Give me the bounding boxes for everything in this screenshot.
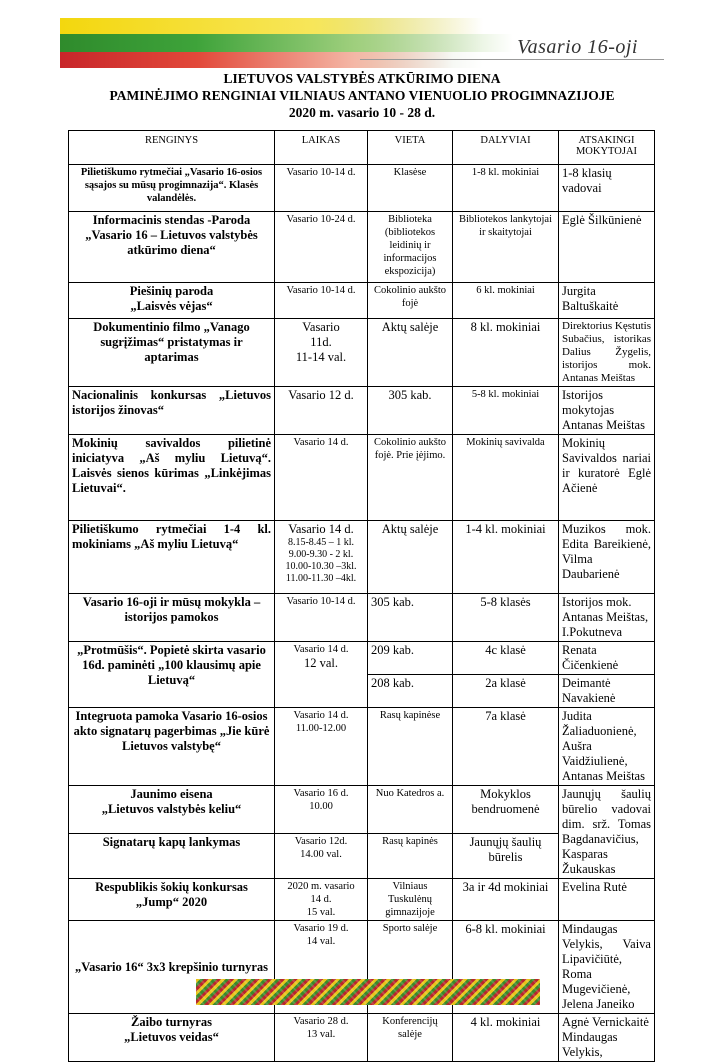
participants-cell: Jaunųjų šaulių būrelis: [453, 834, 559, 879]
teachers-cell: Istorijos mok. Antanas Meištas, I.Pokutneva: [559, 594, 655, 642]
header-atsakingi: ATSAKINGI MOKYTOJAI: [559, 131, 655, 165]
place-cell: 305 kab.: [368, 387, 453, 435]
time-cell: Vasario 11d. 11-14 val.: [275, 319, 368, 387]
event-cell: „Protmūšis“. Popietė skirta vasario 16d. paminėti „100 klausimų apie Lietuvą“: [69, 642, 275, 708]
place-cell: Nuo Katedros a.: [368, 786, 453, 834]
time-cell: Vasario 12d. 14.00 val.: [275, 834, 368, 879]
teachers-cell: Agnė Vernickaitė Mindaugas Velykis,: [559, 1014, 655, 1062]
table-row: [69, 786, 655, 834]
table-row: [69, 212, 655, 283]
place-cell: Rasų kapinės: [368, 834, 453, 879]
header-laikas: LAIKAS: [275, 131, 368, 165]
place-cell: 305 kab.: [368, 594, 453, 642]
time-detail: 8.15-8.45 – 1 kl. 9.00-9.30 - 2 kl. 10.00-10.30 –3kl. 11.00-11.30 –4kl.: [285, 537, 357, 584]
participants-cell: Mokyklos bendruomenė: [453, 786, 559, 834]
event-cell: Vasario 16-oji ir mūsų mokykla – istorijos pamokos: [69, 594, 275, 642]
time-main: Vasario 14 d.: [293, 644, 349, 655]
table-header-row: [69, 131, 655, 165]
time-cell: Vasario 10-14 d.: [275, 283, 368, 319]
event-cell: Informacinis stendas -Paroda „Vasario 16 – Lietuvos valstybės atkūrimo diena“: [69, 212, 275, 283]
participants-cell: 1-8 kl. mokiniai: [453, 165, 559, 212]
place-cell: Cokolinio aukšto fojė: [368, 283, 453, 319]
teachers-cell: Evelina Rutė: [559, 879, 655, 921]
header-vieta: VIETA: [368, 131, 453, 165]
document-subtitle: PAMINĖJIMO RENGINIAI VILNIAUS ANTANO VIENUOLIO PROGIMNAZIJOJE: [109, 88, 615, 103]
event-cell: Nacionalinis konkursas „Lietuvos istorijos žinovas“: [69, 387, 275, 435]
participants-cell: 2a klasė: [453, 675, 559, 708]
participants-cell: 6-8 kl. mokiniai: [453, 921, 559, 1014]
participants-cell: 5-8 klasės: [453, 594, 559, 642]
place-cell: Konferencijų salėje: [368, 1014, 453, 1062]
participants-cell: 8 kl. mokiniai: [453, 319, 559, 387]
header-renginys: RENGINYS: [69, 131, 275, 165]
teachers-cell: Mokinių Savivaldos nariai ir kuratorė Eglė Ačienė: [559, 435, 655, 521]
events-schedule-table: [68, 130, 655, 1062]
time-detail: 12 val.: [303, 656, 339, 670]
participants-cell: 4c klasė: [453, 642, 559, 675]
teachers-cell: 1-8 klasių vadovai: [559, 165, 655, 212]
table-row: [69, 283, 655, 319]
teachers-cell: Renata Čičenkienė: [559, 642, 655, 675]
teachers-cell: Mindaugas Velykis, Vaiva Lipavičiūtė, Roma Mugevičienė, Jelena Janeiko: [559, 921, 655, 1014]
table-row: [69, 594, 655, 642]
event-cell: Mokinių savivaldos pilietinė iniciatyva „Aš myliu Lietuvą“. Laisvės sienos kūrimas „Linkėjimas Lietuvai“.: [69, 435, 275, 521]
teachers-cell: Eglė Šilkūnienė: [559, 212, 655, 283]
time-main: Vasario 14 d.: [288, 522, 354, 536]
time-cell: Vasario 10-14 d.: [275, 165, 368, 212]
time-cell: Vasario 19 d. 14 val.: [275, 921, 368, 1014]
teachers-cell: Jurgita Baltuškaitė: [559, 283, 655, 319]
table-row: [69, 1014, 655, 1062]
teachers-cell: Judita Žaliaduonienė, Aušra Vaidžiulienė, Antanas Meištas: [559, 708, 655, 786]
participants-cell: 6 kl. mokiniai: [453, 283, 559, 319]
table-row: [69, 642, 655, 675]
place-cell: Biblioteka (bibliotekos leidinių ir informacijos ekspozicija): [368, 212, 453, 283]
teachers-cell: Istorijos mokytojas Antanas Meištas: [559, 387, 655, 435]
table-row: [69, 387, 655, 435]
place-cell: Klasėse: [368, 165, 453, 212]
participants-cell: 3a ir 4d mokiniai: [453, 879, 559, 921]
header-banner: [60, 18, 664, 68]
time-cell: [275, 521, 368, 594]
table-row: [69, 319, 655, 387]
document-date-range: 2020 m. vasario 10 - 28 d.: [288, 105, 436, 120]
participants-cell: Bibliotekos lankytojai ir skaitytojai: [453, 212, 559, 283]
event-cell: Signatarų kapų lankymas: [69, 834, 275, 879]
banner-divider: [360, 59, 664, 60]
time-cell: 2020 m. vasario 14 d. 15 val.: [275, 879, 368, 921]
participants-cell: 4 kl. mokiniai: [453, 1014, 559, 1062]
document-title: LIETUVOS VALSTYBĖS ATKŪRIMO DIENA: [223, 71, 501, 86]
participants-cell: Mokinių savivalda: [453, 435, 559, 521]
place-cell: 208 kab.: [368, 675, 453, 708]
time-cell: Vasario 14 d. 11.00-12.00: [275, 708, 368, 786]
event-cell: Respublikis šokių konkursas „Jump“ 2020: [69, 879, 275, 921]
teachers-cell: Direktorius Kęstutis Subačius, istorikas Dalius Žygelis, istorijos mok. Antanas Meištas: [559, 319, 655, 387]
participants-cell: 1-4 kl. mokiniai: [453, 521, 559, 594]
place-cell: Vilniaus Tuskulėnų gimnazijoje: [368, 879, 453, 921]
event-cell: Piešinių paroda „Laisvės vėjas“: [69, 283, 275, 319]
time-cell: Vasario 10-14 d.: [275, 594, 368, 642]
table-row: [69, 165, 655, 212]
event-cell: Jaunimo eisena „Lietuvos valstybės keliu“: [69, 786, 275, 834]
time-cell: Vasario 10-24 d.: [275, 212, 368, 283]
place-cell: Rasų kapinėse: [368, 708, 453, 786]
place-cell: Aktų salėje: [368, 319, 453, 387]
participants-cell: 5-8 kl. mokiniai: [453, 387, 559, 435]
event-cell: Pilietiškumo rytmečiai „Vasario 16-osios sąsajos su mūsų progimnazija“. Klasės valandėlės.: [69, 165, 275, 212]
place-cell: Cokolinio aukšto fojė. Prie įėjimo.: [368, 435, 453, 521]
table-row: [69, 879, 655, 921]
time-cell: Vasario 12 d.: [275, 387, 368, 435]
event-cell: Pilietiškumo rytmečiai 1-4 kl. mokiniams „Aš myliu Lietuvą“: [69, 521, 275, 594]
teachers-cell: Muzikos mok. Edita Bareikienė, Vilma Daubarienė: [559, 521, 655, 594]
table-row: [69, 435, 655, 521]
time-cell: [275, 642, 368, 708]
place-cell: 209 kab.: [368, 642, 453, 675]
time-cell: Vasario 28 d. 13 val.: [275, 1014, 368, 1062]
place-cell: Sporto salėje: [368, 921, 453, 1014]
time-cell: Vasario 16 d. 10.00: [275, 786, 368, 834]
participants-cell: 7a klasė: [453, 708, 559, 786]
event-cell: Dokumentinio filmo „Vanago sugrįžimas“ pristatymas ir aptarimas: [69, 319, 275, 387]
header-dalyviai: DALYVIAI: [453, 131, 559, 165]
table-row: [69, 708, 655, 786]
banner-title: Vasario 16-oji: [517, 36, 638, 58]
teachers-cell: Deimantė Navakienė: [559, 675, 655, 708]
event-cell: „Vasario 16“ 3x3 krepšinio turnyras: [69, 921, 275, 1014]
table-row: [69, 521, 655, 594]
event-cell: Žaibo turnyras „Lietuvos veidas“: [69, 1014, 275, 1062]
time-cell: Vasario 14 d.: [275, 435, 368, 521]
event-cell: Integruota pamoka Vasario 16-osios akto signatarų pagerbimas „Jie kūrė Lietuvos valstybę“: [69, 708, 275, 786]
teachers-cell: Jaunųjų šaulių būrelio vadovai dim. srž. Tomas Bagdanavičius, Kasparas Žukauskas: [559, 786, 655, 879]
woven-sash-decoration: [196, 979, 540, 1005]
place-cell: Aktų salėje: [368, 521, 453, 594]
